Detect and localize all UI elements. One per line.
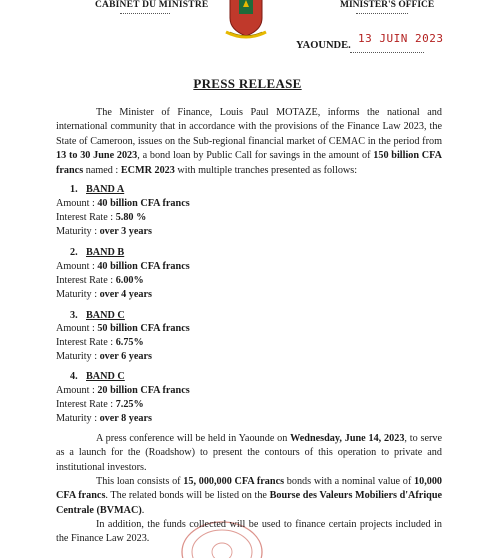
band-4-heading: 4. BAND C — [70, 371, 125, 382]
band-1-rate: Interest Rate : 5.80 % — [56, 212, 147, 223]
city-label: YAOUNDE. — [296, 40, 351, 51]
date-stamp: 13 JUIN 2023 — [358, 32, 444, 45]
band-1-maturity: Maturity : over 3 years — [56, 226, 153, 237]
band-1-amount: Amount : 40 billion CFA francs — [56, 198, 190, 209]
header-right-rule — [356, 13, 408, 14]
page-title: PRESS RELEASE — [193, 76, 302, 91]
band-2-maturity: Maturity : over 4 years — [56, 289, 153, 300]
band-3-amount: Amount : 50 billion CFA francs — [56, 323, 190, 334]
header-left-rule — [120, 13, 170, 14]
header-right-title: MINISTER'S OFFICE — [340, 0, 435, 10]
coat-of-arms-emblem — [220, 0, 272, 40]
band-2-rate: Interest Rate : 6.00% — [56, 275, 144, 286]
loan-details-paragraph: This loan consists of 15, 000,000 CFA francs bonds with a nominal value of 10,000 CFA francs. The related bonds will be listed on the Bourse des Valeurs Mobiliers d'Afrique Centrale (BVMAC). — [56, 476, 443, 516]
band-3-maturity: Maturity : over 6 years — [56, 351, 153, 362]
press-conference-paragraph: A press conference will be held in Yaounde on Wednesday, June 14, 2023, to serve as a launch for the (Roadshow) to present the contours of this operation to private and institutional investors. — [56, 433, 442, 473]
band-2-amount: Amount : 40 billion CFA francs — [56, 261, 190, 272]
band-4-maturity: Maturity : over 8 years — [56, 413, 153, 424]
band-1-heading: 1. BAND A — [70, 184, 125, 195]
band-2-heading: 2. BAND B — [70, 247, 125, 258]
city-rule — [350, 52, 424, 53]
header-left-title: CABINET DU MINISTRE — [95, 0, 209, 10]
band-3-rate: Interest Rate : 6.75% — [56, 337, 144, 348]
band-4-rate: Interest Rate : 7.25% — [56, 399, 144, 410]
band-4-amount: Amount : 20 billion CFA francs — [56, 385, 190, 396]
closing-paragraph: In addition, the funds collected will be used to finance certain projects included in the Finance Law 2023. — [56, 519, 442, 545]
intro-paragraph: The Minister of Finance, Louis Paul MOTAZE, informs the national and international community that in accordance with the provisions of the Finance Law 2023, the State of Cameroon, issues on the Sub-regional financial market of CEMAC in the period from 13 to 30 June 2023, a bond loan by Public Call for savings in the amount of 150 billion CFA francs named : ECMR 2023 with multiple tranches presented as follows: — [56, 107, 442, 176]
band-3-heading: 3. BAND C — [70, 310, 125, 321]
